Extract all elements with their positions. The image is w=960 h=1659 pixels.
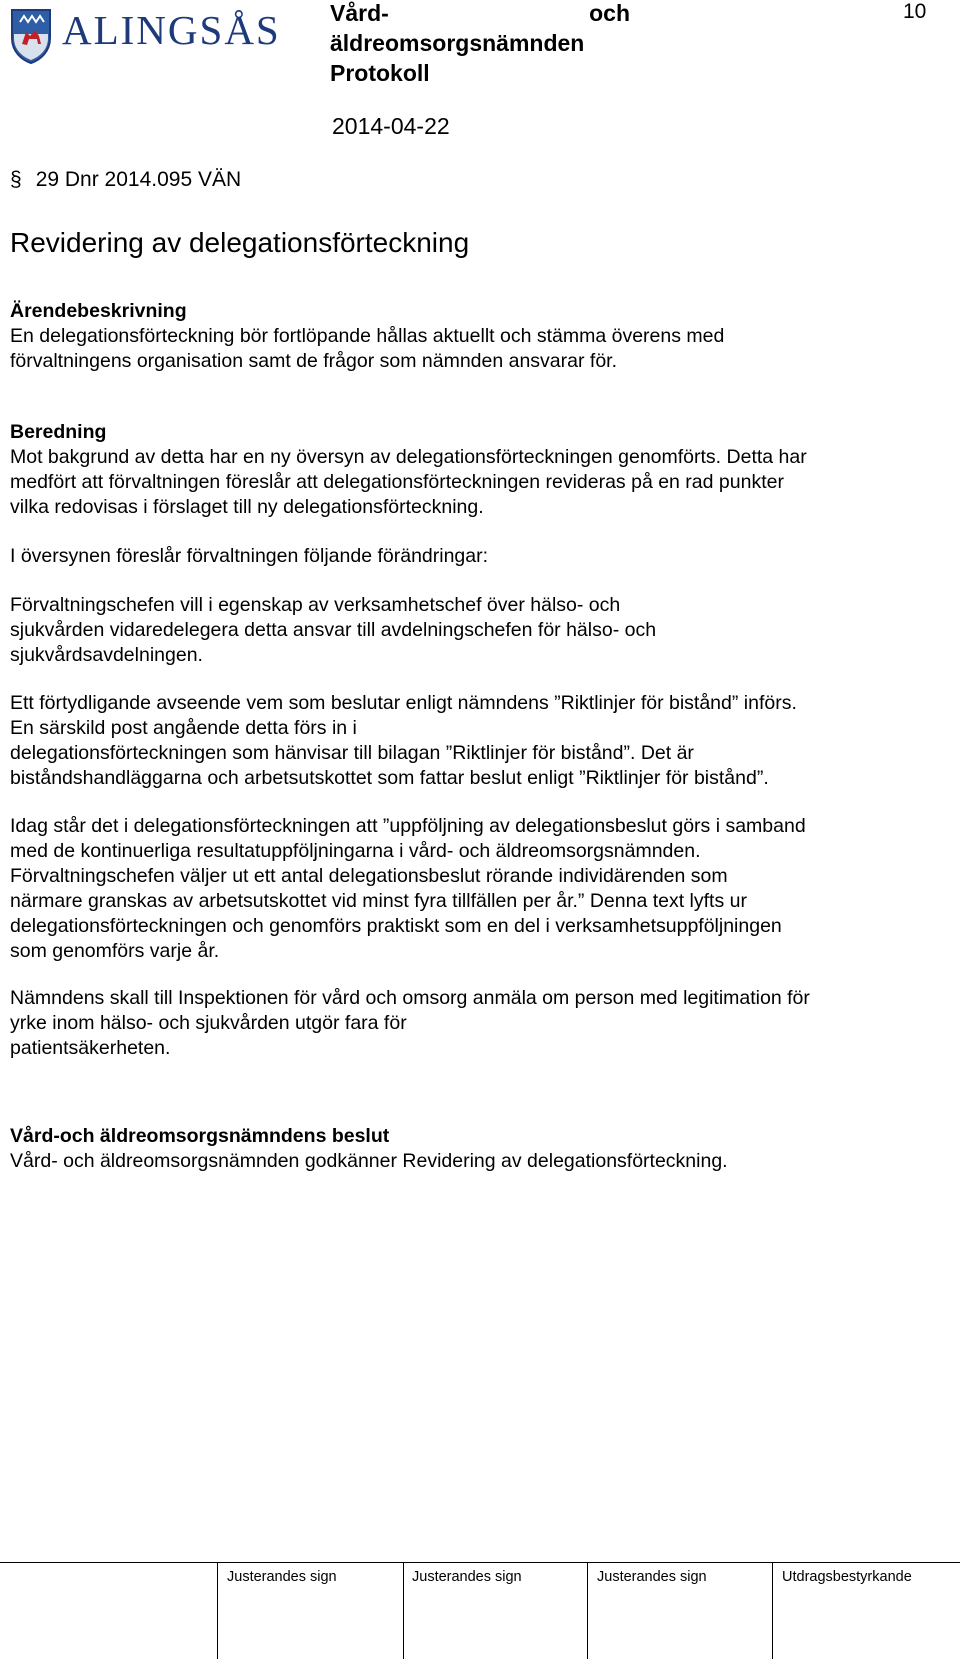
logo-text: ALINGSÅS: [62, 7, 281, 53]
footer-separator: [772, 1563, 773, 1659]
change-3-line: närmare granskas av arbetsutskottet vid minst fyra tillfällen per år.” Denna text lyfts ur: [10, 890, 747, 912]
change-1-line: Förvaltningschefen vill i egenskap av verksamhetschef över hälso- och: [10, 594, 621, 616]
committee-title-word2: och: [589, 0, 630, 26]
beredning-line: Mot bakgrund av detta har en ny översyn av delegationsförteckningen genomförts. Detta har: [10, 446, 807, 468]
footer-separator: [587, 1563, 588, 1659]
decision-text: Vård- och äldreomsorgsnämnden godkänner Revidering av delegationsförteckning.: [10, 1150, 728, 1172]
beredning-heading: Beredning: [10, 421, 107, 443]
arende-heading: Ärendebeskrivning: [10, 300, 187, 322]
committee-title: [330, 0, 630, 88]
change-2-line: Ett förtydligande avseende vem som beslutar enligt nämndens ”Riktlinjer för bistånd” införs.: [10, 692, 797, 714]
beredning-line: vilka redovisas i förslaget till ny delegationsförteckning.: [10, 496, 484, 518]
footer-divider: [0, 1562, 960, 1563]
change-3-line: som genomförs varje år.: [10, 940, 220, 962]
case-reference: [10, 168, 241, 192]
change-4-line: yrke inom hälso- och sjukvården utgör fara för: [10, 1012, 407, 1034]
change-2-line: biståndshandläggarna och arbetsutskottet som fattar beslut enligt ”Riktlinjer för bistånd”.: [10, 767, 769, 789]
section-symbol: §: [10, 168, 22, 191]
case-title: Revidering av delegationsförteckning: [10, 227, 470, 258]
committee-title-line2: äldreomsorgsnämnden: [330, 30, 585, 56]
signature-field-2: Justerandes sign: [412, 1569, 522, 1585]
change-2-line: delegationsförteckningen som hänvisar till bilagan ”Riktlinjer för bistånd”. Det är: [10, 742, 694, 764]
meeting-date: 2014-04-22: [332, 113, 450, 139]
footer-separator: [403, 1563, 404, 1659]
arende-line: förvaltningens organisation samt de frågor som nämnden ansvarar för.: [10, 350, 617, 372]
coat-of-arms-icon: [10, 8, 52, 64]
change-3-line: Idag står det i delegationsförteckningen att ”uppföljning av delegationsbeslut görs i samband: [10, 815, 806, 837]
committee-title-word1: Vård-: [330, 0, 389, 26]
beredning-line: medfört att förvaltningen föreslår att delegationsförteckningen revideras på en rad punkter: [10, 471, 784, 493]
change-3-line: med de kontinuerliga resultatuppföljningarna i vård- och äldreomsorgsnämnden.: [10, 840, 701, 862]
municipality-logo: [10, 8, 295, 68]
document-type: Protokoll: [330, 60, 430, 86]
change-2-line: En särskild post angående detta förs in i: [10, 717, 357, 739]
change-3-line: delegationsförteckningen och genomförs praktiskt som en del i verksamhetsuppföljningen: [10, 915, 782, 937]
change-4-line: patientsäkerheten.: [10, 1037, 171, 1059]
case-number: 29 Dnr 2014.095 VÄN: [35, 168, 242, 191]
footer-separator: [217, 1563, 218, 1659]
changes-intro: I översynen föreslår förvaltningen följande förändringar:: [10, 545, 489, 567]
change-1-line: sjukvårdsavdelningen.: [10, 644, 203, 666]
page-number: 10: [903, 0, 927, 23]
signature-field-1: Justerandes sign: [227, 1569, 337, 1585]
change-3-line: Förvaltningschefen väljer ut ett antal delegationsbeslut rörande individärenden som: [10, 865, 728, 887]
signature-field-3: Justerandes sign: [597, 1569, 707, 1585]
change-1-line: sjukvården vidaredelegera detta ansvar till avdelningschefen för hälso- och: [10, 619, 657, 641]
change-4-line: Nämndens skall till Inspektionen för vård och omsorg anmäla om person med legitimation för: [10, 987, 810, 1009]
attestation-field: Utdragsbestyrkande: [782, 1569, 912, 1585]
decision-heading: Vård-och äldreomsorgsnämndens beslut: [10, 1125, 390, 1147]
arende-line: En delegationsförteckning bör fortlöpande hållas aktuellt och stämma överens med: [10, 325, 725, 347]
